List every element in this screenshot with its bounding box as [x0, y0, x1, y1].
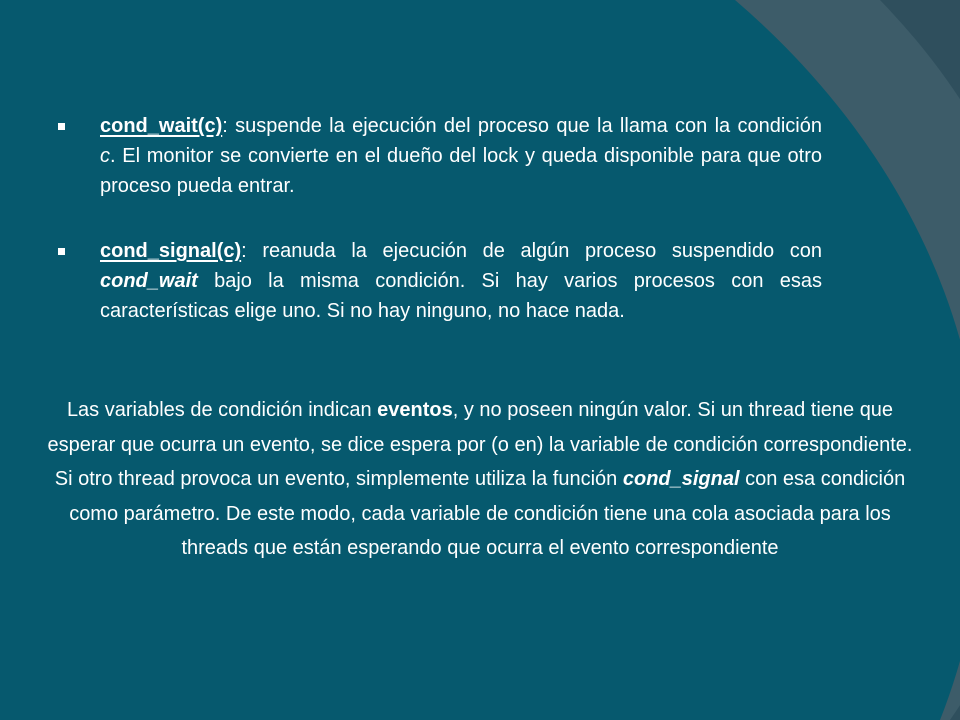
bullet-text-part: : reanuda la ejecución de algún proceso suspendido con	[241, 240, 822, 262]
bullet-text-part: . El monitor se convierte en el dueño del lock y queda disponible para que otro proceso pueda entrar.	[100, 145, 822, 197]
explanation-paragraph	[40, 393, 920, 566]
bullet-cond-wait	[58, 111, 822, 201]
square-bullet-icon	[58, 248, 65, 255]
paragraph-text-part: , y no poseen ningún valor. Si un thread tiene que esperar que ocurra un evento, se dice espera por (o en) la variable de condición correspondiente. Si otro thread provoca un evento, simplemente utiliza la función	[47, 399, 913, 490]
emphasis-eventos: eventos	[377, 399, 453, 421]
paragraph-text-part: Las variables de condición indican	[66, 399, 378, 421]
bullet-text-part: bajo la misma condición. Si hay varios procesos con esas características elige uno. Si no hay ninguno, no hace nada.	[100, 270, 822, 322]
paragraph-text-part: con esa condición como parámetro. De este modo, cada variable de condición tiene una cola asociada para los threads que están esperando que ocurra el evento correspondiente	[69, 468, 906, 559]
term-cond-signal: cond_signal(c)	[100, 240, 242, 262]
bullet-cond-signal	[58, 236, 822, 326]
emphasis-cond-signal: cond_signal	[622, 468, 740, 490]
square-bullet-icon	[58, 123, 65, 130]
term-cond-wait: cond_wait(c)	[100, 115, 223, 137]
bullet-text	[100, 236, 822, 326]
bullet-text-part: : suspende la ejecución del proceso que la llama con la condición	[222, 115, 822, 137]
bullet-text	[100, 111, 822, 201]
emphasis-cond-wait: cond_wait	[100, 270, 198, 292]
emphasis-c: c	[100, 145, 110, 167]
